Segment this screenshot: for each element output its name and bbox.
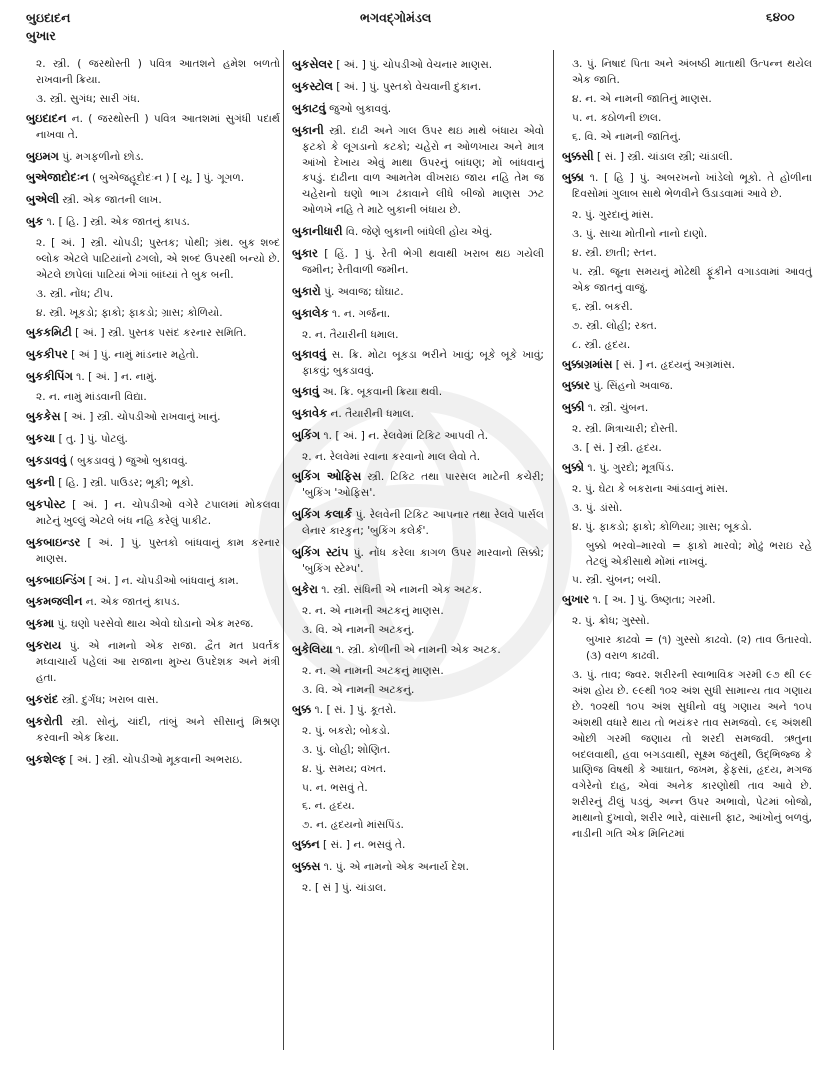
sense-definition: ૩. સ્ત્રી. નોંધ; ટીપ. <box>36 287 114 300</box>
definition: [ અં. ] સ્ત્રી. ચોપડીઓ રાખવાનું ખાનું. <box>60 411 221 424</box>
headword: બુકશેલ્ફ <box>26 751 67 766</box>
dictionary-entry <box>292 642 544 659</box>
sense-definition: ૨. ન. એ નામની અટકનું માણસ. <box>302 665 444 678</box>
dictionary-entry <box>26 325 280 342</box>
dictionary-entry <box>562 357 812 374</box>
headword: બુક્કાર <box>562 378 590 393</box>
dictionary-entry <box>292 507 544 540</box>
dictionary-entry <box>26 409 280 426</box>
headword: બુકાવું <box>292 384 320 399</box>
sense-definition: ૫. ન. કઠોળની છાલ. <box>572 111 662 124</box>
dictionary-entry <box>292 406 544 423</box>
definition: [ અં. ] ન. ચોપડીઓ બાંધવાનું કામ. <box>85 574 239 587</box>
dictionary-entry <box>26 638 280 687</box>
definition: પું. ઘણો પરસેવો થાય એવો ઘોડાનો એક મરજ. <box>54 618 254 631</box>
dictionary-entry <box>562 592 812 609</box>
headword: બુકકેસ <box>26 409 61 424</box>
definition: ૧. [ અ. ] પું. ઉષ્ણતા; ગરમી. <box>589 594 716 607</box>
definition: [ અં. ] પું. પુસ્તકો બાંધવાનું કામ કરનાર માણસ. <box>36 536 280 565</box>
sense-definition: ૫. સ્ત્રી. જૂના સમયનું મોઢેથી ફૂંકીને વગાડવામાં આવતું એક જાતનું વાજું. <box>572 265 812 294</box>
definition: [ અં. ] પું. પુસ્તકો વેચવાની દુકાન. <box>332 80 482 93</box>
sense-definition: ૩. પું. સાચા મોતીનો નાનો દાણો. <box>572 228 708 241</box>
headword: બુકબાઇન્ડિંગ <box>26 572 86 587</box>
sense-definition: ૨. પું. ક્રોધ; ગુસ્સો. <box>572 615 650 628</box>
dictionary-entry <box>26 692 280 709</box>
sense-definition: ૨. સ્ત્રી. મિત્રાચારી; દોસ્તી. <box>572 423 678 436</box>
dictionary-entry <box>26 714 280 747</box>
idiom-definition: બુક્કો ભરવો–મારવો = ફાકો મારવો; મોઢું ભરાઇ રહે તેટલું એકીસાથે મોંમાં નાખવું. <box>586 539 812 568</box>
headword: બુકાવેક <box>292 406 328 421</box>
headword: બુકડાવવું <box>26 453 67 468</box>
page-number: ૬૪૦૦ <box>766 10 795 24</box>
sense-definition: ૩. પું. નિષાદ પિતા અને અંબષ્ઠી માતાથી ઉત્પન્ન થયેલ એક જાતિ. <box>572 58 812 86</box>
page-title: ભગવદ્ગોમંડલ <box>360 10 432 25</box>
dictionary-entry <box>292 428 544 445</box>
sense-definition: ૮. સ્ત્રી. હૃદય. <box>572 338 631 351</box>
headword: બુક્કસી <box>562 148 594 163</box>
guide-word-last: બુખાર <box>26 28 56 43</box>
dictionary-entry <box>26 573 280 590</box>
dictionary-entry <box>26 214 280 231</box>
idiom-definition: બુખાર કાઢવો = (૧) ગુસ્સો કાઢવો. (૨) તાવ ઉતારવો. (૩) વરાળ કાઢવી. <box>586 634 812 663</box>
dictionary-entry <box>292 582 544 599</box>
headword: બુકકમિટી <box>26 324 72 339</box>
definition: [ અં. ] સ્ત્રી. પુસ્તક પસંદ કરનાર સમિતિ. <box>71 326 247 339</box>
definition: ( બુએજહૂદોદઃન ) [ યૂ. ] પું. ગૂગળ. <box>88 172 245 185</box>
dictionary-entry <box>292 246 544 279</box>
definition: સ્ત્રી. દાઢી અને ગાલ ઉપર થઇ માથે બંધાય એવો ફટકો કે લૂગડાનો કટકો; ચહેરો ન ઓળખાય અને માત્ર આંખો દેખાય એવું માથા ઉપરનું બાંધણ; મોં બાંધવાનું કપડું. દાઢીના વાળ આમતેમ વીખરાઇ જાય નહિ તેમ જ ચહેરાનો ઘણો ભાગ ઢંકાવાને લીધે બીજો માણસ ઝટ ઓળખે નહિ તે માટે બુકાની બંધાય છે. <box>302 124 544 217</box>
headword: બુકારો <box>292 283 321 298</box>
definition: પું. રેલવેની ટિકિટ આપનાર તથા રેલવે પાર્સલ લેનાર કારકુન; 'બુકિંગ કલેર્ક'. <box>302 508 544 537</box>
dictionary-entry <box>26 149 280 166</box>
headword: બુકિંગ સ્ટાંપ <box>292 544 349 559</box>
definition: [ સં. ] ન. ભસવું તે. <box>319 839 406 852</box>
sense-definition: ૭. સ્ત્રી. લોહી; રક્ત. <box>572 319 657 332</box>
sense-definition: ૬. ન. હૃદય. <box>302 800 355 813</box>
headword: બુકકીપર <box>26 346 68 361</box>
headword: બુક્કાગ્રમાંસ <box>562 356 613 371</box>
definition: [ સં. ] સ્ત્રી. ચાંડાલ સ્ત્રી; ચાંડાલી. <box>593 150 733 163</box>
sense-definition: ૬. વિ. એ નામની જાતિનું. <box>572 130 681 143</box>
definition: ૧. સ્ત્રી. ચુંબન. <box>584 402 649 415</box>
sense-definition: ૪. સ્ત્રી. છાતી; સ્તન. <box>572 247 657 260</box>
sense-definition: ૬. સ્ત્રી. બકરી. <box>572 300 633 313</box>
dictionary-entry <box>292 469 544 502</box>
headword: બુકાલેક <box>292 305 329 320</box>
dictionary-entry <box>292 284 544 301</box>
definition: [ અં. ] પું. ચોપડીઓ વેચનાર માણસ. <box>332 59 493 71</box>
dictionary-entry <box>26 497 280 530</box>
definition: ન. ( જરથોસ્તી ) પવિત્ર આતશમાં સુગંધી પદાર્થ નાખવા તે. <box>36 112 280 141</box>
definition: ૧. [ અં. ] ન. નામું. <box>72 370 157 383</box>
definition: જુઓ બુકાવવું. <box>325 102 392 115</box>
headword: બુકરોતી <box>26 713 63 728</box>
dictionary-entry <box>26 192 280 209</box>
headword: બુકરાય <box>26 638 62 653</box>
headword: બુકકીપિંગ <box>26 368 73 383</box>
headword: બુક્કી <box>562 400 585 415</box>
dictionary-entry <box>292 384 544 401</box>
headword: બુક્કસ <box>292 859 321 874</box>
headword: બુક્ક <box>292 701 312 716</box>
sense-definition: ૨. પું. બકરો; બોકડો. <box>302 724 391 737</box>
definition: [ હિં. ] પું. રેતી ભેગી થવાથી ખરાબ થઇ ગયેલી જમીન; રેતીવાળી જમીન. <box>302 248 544 276</box>
headword: બુકસેલર <box>292 57 333 71</box>
guide-word-first: બુઇદાદન <box>26 10 71 25</box>
dictionary-entry <box>26 752 280 769</box>
definition: પું. મગફળીનો છોડ. <box>58 150 144 163</box>
sense-definition: ૨. પું. ગુરદાનું માંસ. <box>572 209 654 222</box>
dictionary-entry <box>562 170 812 203</box>
dictionary-entry <box>562 400 812 417</box>
headword: બુકાની <box>292 122 324 137</box>
dictionary-entry <box>26 347 280 364</box>
definition: [ અં ] પું. નામું માંડનાર મહેતો. <box>67 348 199 361</box>
definition: [ તુ. ] પું. પોટલું. <box>55 433 128 446</box>
definition: પું. સિંહનો અવાજ. <box>589 380 674 393</box>
dictionary-entry <box>26 616 280 633</box>
definition: સ્ત્રી. દુર્ગંધ; ખરાબ વાસ. <box>58 694 159 706</box>
dictionary-entry <box>292 306 544 323</box>
headword: બુક્કો <box>562 460 585 475</box>
dictionary-entry <box>26 475 280 492</box>
sense-definition: ૩. પું. તાવ; જ્વર. શરીરની સ્વાભાવિક ગરમી ૯૭ થી ૯૯ અંશ હોય છે. ૯૯થી ૧૦૨ અંશ સુધી સામાન્ય તાવ ગણાય છે. ૧૦૨થી ૧૦૫ અંશ સુધીનો વધુ ગણાય અને ૧૦૫ અંશથી વધારે થાય તો ભયંકર તાવ સમજવો. ૯૬ અંશથી ઓછી ગરમી જણાય તો શરદી સમજવી. ઋતુના બદલવાથી, હવા બગડવાથી, સૂક્ષ્મ જંતુથી, ઉદ્‌ભિજ્જ કે પ્રાણિજ વિષથી કે આઘાત, જખમ, ફેફસાં, હૃદય, મગજ વગેરેનો દાહ, એવાં અનેક કારણોથી તાવ આવે છે. શરીરનું ઢીલું પડવું, અન્ન ઉપર અભાવો, પેટમાં બોજો, માથાનો દુખાવો, શરીર ભારે, વાંસાની ફાટ, આંખોનું બળવું, નાડીની ગતિ એક મિનિટમાં <box>572 669 812 841</box>
dictionary-entry <box>292 79 544 96</box>
headword: બુખાર <box>562 592 590 607</box>
dictionary-entry <box>292 123 544 219</box>
sense-definition: ૪. પું. ફાકડો; ફાકો; કોળિયા; ગ્રાસ; બૂકડો. <box>572 520 752 533</box>
sense-definition: ૨. ન. રેલવેમાં રવાના કરવાનો માલ લેવો તે. <box>302 451 481 464</box>
dictionary-entry <box>292 224 544 241</box>
headword: બુકરાંદ <box>26 692 59 706</box>
definition: અ. ક્રિ. બૂકવાની ક્રિયા થવી. <box>319 386 443 399</box>
headword: બુકાવવું <box>292 346 327 361</box>
column-divider <box>553 50 554 1050</box>
definition: પું. એ નામનો એક રાજા. દ્વૈત મત પ્રવર્તક મધ્વાચાર્ય પહેલાં આ રાજાના મુખ્ય ઉપદેશક અને મંત્રી હતા. <box>36 640 280 685</box>
definition: [ સં. ] ન. હૃદયનું અગ્રમાંસ. <box>612 358 735 371</box>
dictionary-entry <box>292 545 544 578</box>
column-3 <box>562 57 812 846</box>
dictionary-entry <box>292 57 544 74</box>
headword: બુકાટવું <box>292 100 326 115</box>
definition: [ અં. ] ન. ચોપડીઓ વગેરે ટપાલમાં મોકલવા માટેનું ખુલ્લું એટલે બંધ નહિ કરેલું પાકીટ. <box>36 498 280 527</box>
definition: ૧. સ્ત્રી. સંધિની એ નામની એક અટક. <box>317 584 482 597</box>
definition: વિ. જેણે બુકાની બાંધેલી હોય એવું. <box>342 226 493 239</box>
headword: બુકાનીધારી <box>292 224 343 239</box>
sense-definition: ૨. સ્ત્રી. ( જરથોસ્તી ) પવિત્ર આતશને હમેશ બળતો રાખવાની ક્રિયા. <box>36 58 280 86</box>
headword: બુકચા <box>26 431 56 446</box>
headword: બુકબાઇન્ડર <box>26 534 81 549</box>
definition: ૧. સ્ત્રી. કોળીની એ નામની એક અટક. <box>332 644 501 657</box>
headword: બુઇદાદન <box>26 110 67 125</box>
definition: ૧. પું. ગુરદો; મૂત્રપિંડ. <box>584 462 675 475</box>
dictionary-entry <box>26 369 280 386</box>
headword: બુએલી <box>26 192 60 207</box>
dictionary-entry <box>26 453 280 470</box>
definition: ૧. [ સં. ] પું. કૂતરો. <box>311 703 397 716</box>
dictionary-entry <box>562 460 812 477</box>
definition: ( બુકડાવવું ) જુઓ બુકાવવું. <box>66 455 188 468</box>
headword: બુઇમગ <box>26 148 59 163</box>
headword: બુકેલિયા <box>292 642 333 657</box>
definition: ૧. [ હિ. ] સ્ત્રી. એક જાતનું કાપડ. <box>43 216 190 229</box>
headword: બુકેરા <box>292 582 318 597</box>
dictionary-entry <box>26 594 280 611</box>
headword: બુકિંગ કલાર્ક <box>292 506 352 521</box>
column-divider <box>283 50 284 1050</box>
dictionary-entry <box>26 111 280 144</box>
headword: બુક્કન <box>292 837 320 852</box>
definition: પું. નોંધ કરેલા કાગળ ઉપર મારવાનો સિક્કો; 'બુકિંગ સ્ટેમ્પ'. <box>302 546 544 575</box>
headword: બુકિંગ ઓફિસ <box>292 469 362 484</box>
sense-definition: ૫. સ્ત્રી. ચુંબન; બચી. <box>572 574 662 587</box>
dictionary-entry <box>292 347 544 380</box>
dictionary-entry <box>26 170 280 187</box>
sense-definition: ૫. ન. ભસવું તે. <box>302 781 368 794</box>
definition: [ હિ. ] સ્ત્રી. પાઉડર; ભૂકી; ભૂકો. <box>54 477 194 490</box>
dictionary-entry <box>292 859 544 876</box>
definition: ૧. ન. ગર્જના. <box>328 307 391 320</box>
definition: પું. અવાજ; ઘોંઘાટ. <box>320 285 404 298</box>
headword: બુકાર <box>292 246 318 261</box>
sense-definition: ૪. સ્ત્રી. ખૂકડો; ફાકો; ફાકડો; ગ્રાસ; કોળિયો. <box>36 306 223 319</box>
dictionary-entry <box>562 149 812 166</box>
definition: ૧. [ હિ ] પું. અબરખનો ખાંડેલો ભૂકો. તે હોળીના દિવસોમાં ગુલાબ સાથે ભેળવીને ઉડાડવામાં આવે છે. <box>572 172 812 201</box>
sense-definition: ૩. પું. લોહી; શોણિત. <box>302 743 391 756</box>
sense-definition: ૩. [ સં. ] સ્ત્રી. હૃદય. <box>572 442 662 455</box>
headword: બુકિંગ <box>292 428 321 443</box>
definition: ૧. [ અં. ] ન. રેલવેમાં ટિકિટ આપવી તે. <box>320 430 489 443</box>
dictionary-entry <box>292 702 544 719</box>
column-2 <box>292 57 544 900</box>
headword: બુકપોસ્ટ <box>26 496 66 511</box>
sense-definition: ૨. [ સં ] પું. ચાંડાલ. <box>302 882 387 895</box>
sense-definition: ૭. ન. હૃદયનો માંસપિંડ. <box>302 819 404 832</box>
headword: બુકમા <box>26 616 55 631</box>
headword: બુકસ્ટોલ <box>292 78 333 93</box>
definition: ન. તૈયારીની ધમાલ. <box>327 408 415 421</box>
sense-definition: ૨. ન. નામું માંડવાની વિદ્યા. <box>36 391 147 404</box>
dictionary-entry <box>292 837 544 854</box>
definition: સ્ત્રી. એક જાતની લાખ. <box>59 194 162 207</box>
definition: સ્ત્રી. ટિકિટ તથા પારસલ માટેની કચેરી; 'બુકિંગ 'ઓફિસ'. <box>302 471 545 499</box>
sense-definition: ૪. ન. એ નામની જાતિનું માણસ. <box>572 92 712 105</box>
definition: સ. ક્રિ. મોટા બૂકડા ભરીને ખાવું; બૂકે બૂકે ખાવું; ફાકવું; બુકડાવવું. <box>302 348 544 377</box>
sense-definition: ૩. વિ. એ નામની અટકનું. <box>302 684 415 696</box>
definition: સ્ત્રી. સોનું, ચાંદી, તાંબું અને સીસાનું મિશ્રણ કરવાની એક ક્રિયા. <box>36 715 280 744</box>
sense-definition: ૨. ન. એ નામની અટકનું માણસ. <box>302 605 444 618</box>
dictionary-entry <box>26 535 280 568</box>
dictionary-entry <box>26 431 280 448</box>
headword: બુકમજલીન <box>26 594 83 609</box>
sense-definition: ૩. પું. ડાંસો. <box>572 501 623 514</box>
definition: [ અં. ] સ્ત્રી. ચોપડીઓ મૂકવાની અભરાઇ. <box>66 753 243 766</box>
headword: બુએજાદોદઃન <box>26 170 89 185</box>
column-1 <box>26 57 280 774</box>
sense-definition: ૨. [ અં. ] સ્ત્રી. ચોપડી; પુસ્તક; પોથી; ગ્રંથ. બુક શબ્દ બ્લોક એટલે પાટિયાંનો ઢગલો, એ શબ્દ ઉપરથી બન્યો છે. એટલે છાપેલાં પાટિયાં ભેગાં બાંધ્યાં તે બુક બની. <box>36 237 280 281</box>
dictionary-entry <box>292 101 544 118</box>
sense-definition: ૨. ન. તૈયારીની ધમાલ. <box>302 328 399 341</box>
sense-definition: ૩. વિ. એ નામની અટકનું. <box>302 624 415 637</box>
dictionary-entry <box>562 378 812 395</box>
headword: બુકની <box>26 475 55 490</box>
sense-definition: ૨. પું. ઘેટા કે બકરાના આંડવાનું માંસ. <box>572 482 729 495</box>
sense-definition: ૩. સ્ત્રી. સુગંધ; સારી ગંધ. <box>36 92 141 105</box>
headword: બુક <box>26 214 44 229</box>
headword: બુક્કા <box>562 170 584 185</box>
definition: ન. એક જાતનું કાપડ. <box>82 596 180 609</box>
sense-definition: ૪. પું. સમય; વખત. <box>302 762 387 775</box>
definition: ૧. પું. એ નામનો એક અનાર્ય દેશ. <box>320 861 469 874</box>
